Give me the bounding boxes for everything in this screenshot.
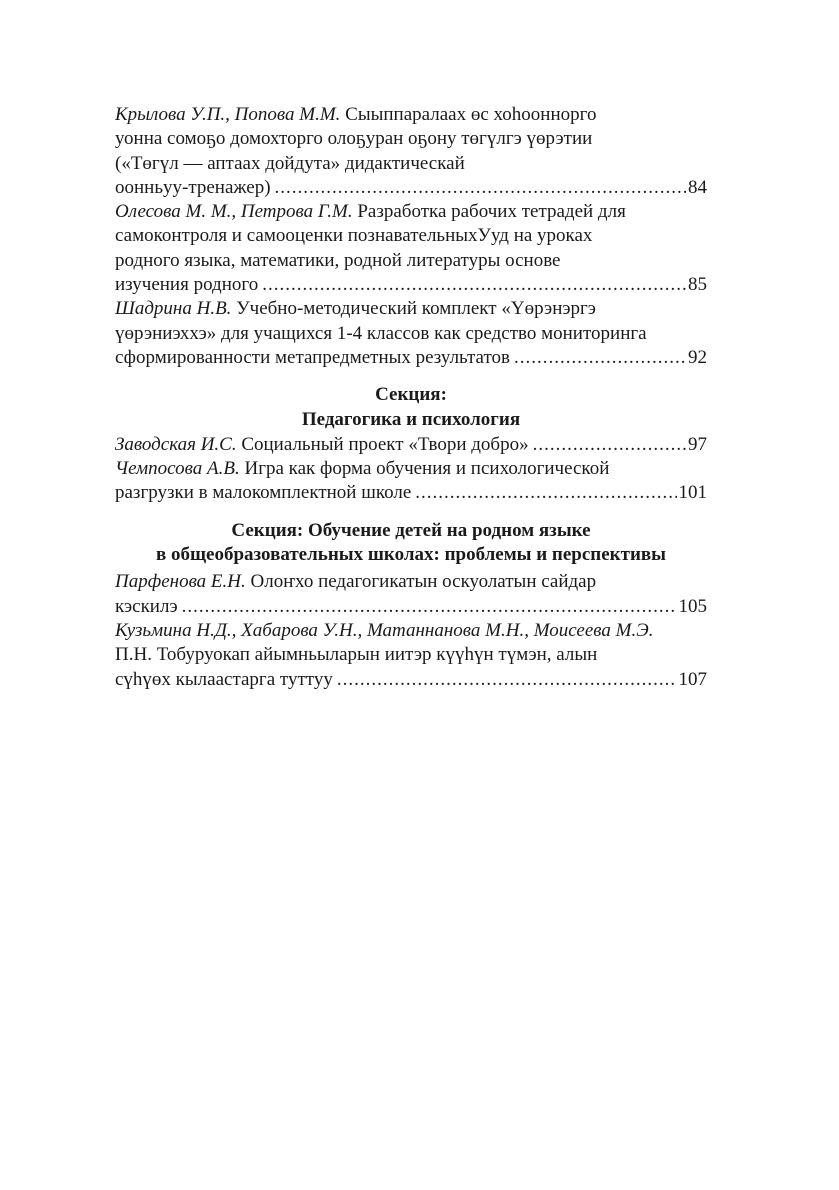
page-number: 107: [678, 668, 707, 690]
dot-leader: [337, 668, 677, 692]
dot-leader: [262, 273, 686, 297]
entry-title-text: разгрузки в малокомплектной школе: [115, 482, 412, 504]
section-title-line: Педагогика и психология: [301, 408, 521, 430]
section-title-line: Секция:: [375, 384, 447, 406]
entry-leader-line: [115, 176, 707, 200]
entry-leader-line: [115, 668, 707, 692]
entry-leader-line: [115, 433, 707, 457]
entry-authors: Кузьмина Н.Д., Хабарова У.Н., Матаннанова М.Н., Моисеева М.Э.: [115, 619, 654, 641]
entry-title-text: уонна сомоҕо домохторго олоҕуран оҕону төгүлгэ үөрэтии: [115, 128, 593, 150]
entry-authors: Олесова М. М., Петрова Г.М.: [115, 201, 353, 223]
entry-first-line: [115, 103, 707, 127]
entry-title-text: П.Н. Тобуруокап айымньыларын иитэр күүһүн түмэн, алын: [115, 644, 598, 666]
toc-entry: [115, 619, 707, 692]
entry-title-text: Социальный проект «Твори добро»: [241, 433, 529, 455]
entry-authors: Крылова У.П., Попова М.М.: [115, 104, 341, 125]
entry-title-text: Учебно-методический комплект «Үөрэнэргэ: [236, 298, 596, 320]
entry-authors: Чемпосова А.В.: [115, 458, 240, 480]
entry-leader-line: [115, 273, 707, 297]
entry-title-text: Игра как форма обучения и психологической: [244, 458, 610, 480]
toc-entry: [115, 433, 707, 457]
entry-leader-line: [115, 346, 707, 370]
section-title-line: Секция: Обучение детей на родном языке: [231, 519, 591, 541]
page-number: 105: [678, 595, 707, 617]
entry-first-line: [115, 200, 707, 224]
entry-title-text: Разработка рабочих тетрадей для: [357, 201, 626, 223]
entry-first-line: [115, 457, 707, 481]
entry-authors: Шадрина Н.В.: [115, 298, 232, 320]
entry-leader-line: [115, 481, 707, 505]
section-heading: [115, 519, 707, 568]
entry-title-text: сформированности метапредметных результатов: [115, 346, 510, 368]
entry-title-text: сүһүөх кылаастарга туттуу: [115, 668, 333, 690]
entry-title-text: үөрэниэххэ» для учащихся 1-4 классов как средство мониторинга: [115, 322, 647, 344]
page-number: 84: [688, 176, 707, 198]
section-heading: [115, 383, 707, 432]
entry-title-text: («Төгүл — аптаах дойдута» дидактическай: [115, 152, 465, 174]
toc-entry: [115, 200, 707, 297]
page-number: 101: [678, 482, 707, 504]
entry-first-line: [115, 297, 707, 321]
entry-title-text: Сыыппаралаах өс хоһооннорго: [345, 104, 597, 125]
dot-leader: [533, 433, 686, 457]
entry-title-text: родного языка, математики, родной литературы основе: [115, 249, 561, 271]
page-number: 85: [688, 274, 707, 296]
page-number: 97: [688, 433, 707, 455]
toc-entry: [115, 570, 707, 619]
dot-leader: [275, 176, 686, 200]
entry-title-text: кэскилэ: [115, 595, 178, 617]
entry-title-text: изучения родного: [115, 274, 259, 296]
section-title-line: в общеобразовательных школах: проблемы и перспективы: [155, 544, 667, 566]
table-of-contents: [115, 103, 707, 692]
entry-authors: Парфенова Е.Н.: [115, 571, 246, 593]
dot-leader: [415, 481, 676, 505]
toc-entry: [115, 297, 707, 370]
entry-title-text: оонньуу-тренажер): [115, 176, 271, 198]
entry-first-line: [115, 570, 707, 594]
toc-entry: [115, 457, 707, 506]
dot-leader: [182, 595, 677, 619]
toc-entry: [115, 103, 707, 200]
entry-title-text: Олоҥхо педагогикатын оскуолатын сайдар: [250, 571, 597, 593]
dot-leader: [514, 346, 686, 370]
page-number: 92: [688, 346, 707, 368]
entry-authors: Заводская И.С.: [115, 433, 237, 455]
entry-title-text: самоконтроля и самооценки познавательныхУуд на уроках: [115, 225, 593, 247]
entry-leader-line: [115, 595, 707, 619]
